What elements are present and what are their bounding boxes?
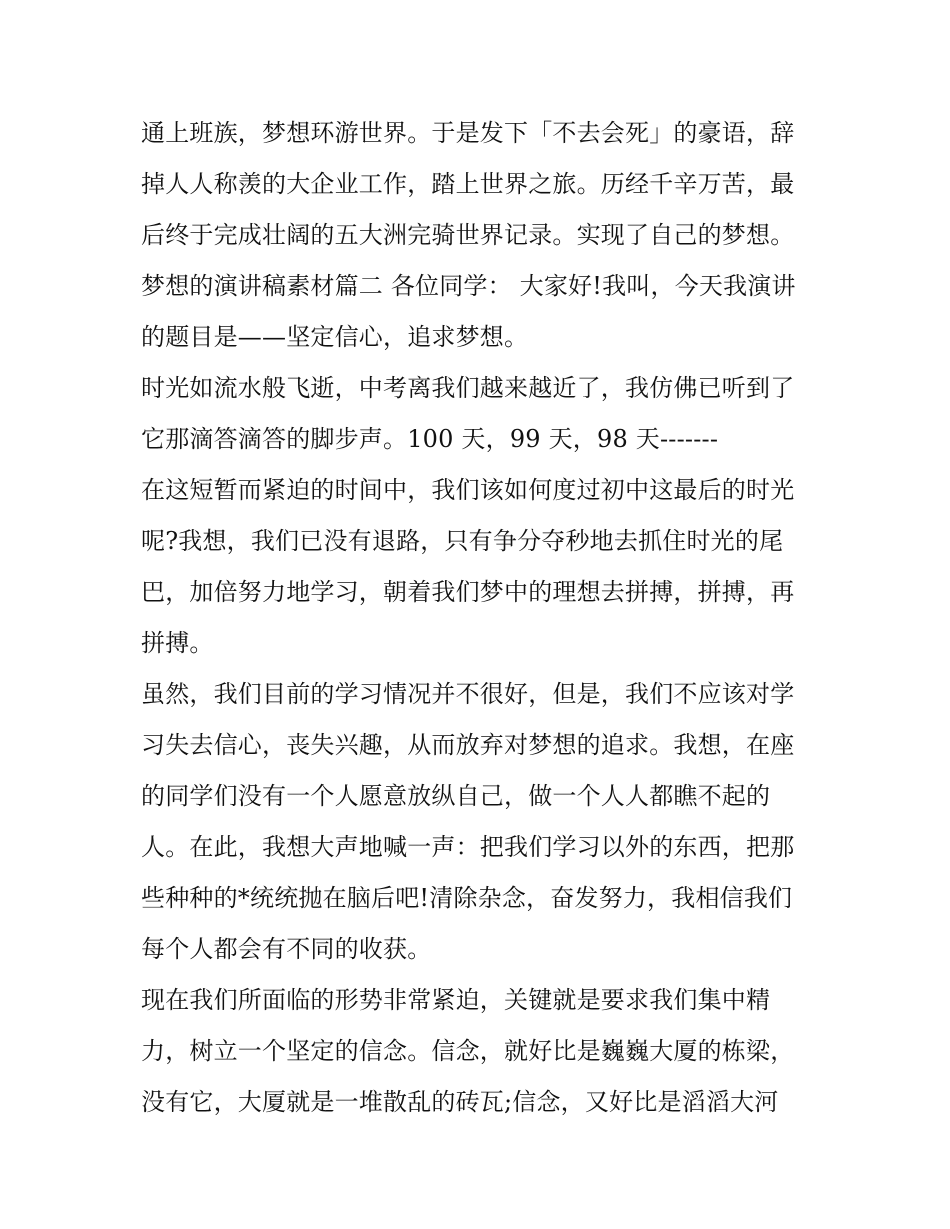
text-line: 的同学们没有一个人愿意放纵自己，做一个人人都瞧不起的: [141, 782, 771, 810]
text-line: 力，树立一个坚定的信念。信念，就好比是巍巍大厦的栋梁，: [141, 1037, 795, 1065]
text-line: 些种种的*统统抛在脑后吧!清除杂念，奋发努力，我相信我们: [141, 884, 793, 912]
text-line: 的题目是——坚定信心，追求梦想。: [141, 323, 529, 351]
text-line: 它那滴答滴答的脚步声。100 天，99 天，98 天-------: [141, 425, 719, 453]
text-line: 后终于完成壮阔的五大洲完骑世界记录。实现了自己的梦想。: [141, 221, 795, 249]
text-line: 掉人人称羡的大企业工作，踏上世界之旅。历经千辛万苦，最: [141, 170, 795, 198]
text-line: 梦想的演讲稿素材篇二 各位同学： 大家好!我叫，今天我演讲: [141, 272, 796, 300]
text-line: 时光如流水般飞逝，中考离我们越来越近了，我仿佛已听到了: [141, 374, 795, 402]
text-line: 通上班族，梦想环游世界。于是发下「不去会死」的豪语，辞: [141, 119, 795, 147]
text-line: 每个人都会有不同的收获。: [141, 935, 432, 963]
document-body: [141, 108, 821, 1128]
text-line: 拼搏。: [141, 629, 214, 657]
text-line: 人。在此，我想大声地喊一声：把我们学习以外的东西，把那: [141, 833, 795, 861]
text-line: 在这短暂而紧迫的时间中，我们该如何度过初中这最后的时光: [141, 476, 795, 504]
text-line: 虽然，我们目前的学习情况并不很好，但是，我们不应该对学: [141, 680, 795, 708]
text-line: 没有它，大厦就是一堆散乱的砖瓦;信念，又好比是滔滔大河: [141, 1088, 779, 1116]
text-line: 巴，加倍努力地学习，朝着我们梦中的理想去拼搏，拼搏，再: [141, 578, 795, 606]
text-line: 习失去信心，丧失兴趣，从而放弃对梦想的追求。我想，在座: [141, 731, 795, 759]
text-line: 呢?我想，我们已没有退路，只有争分夺秒地去抓住时光的尾: [141, 527, 784, 555]
text-line: 现在我们所面临的形势非常紧迫，关键就是要求我们集中精: [141, 986, 771, 1014]
